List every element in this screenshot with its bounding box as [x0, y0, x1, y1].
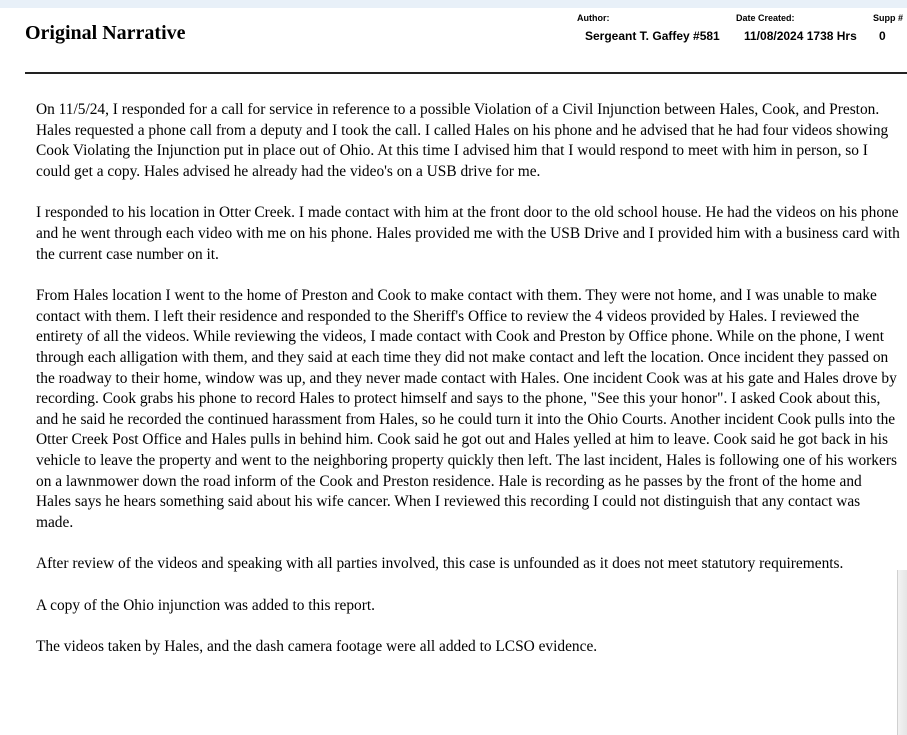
narrative-paragraph: I responded to his location in Otter Creek. I made contact with him at the front door to the old school house. He had the videos on his phone and he went through each video with me on his phone. Hales provided me with the USB Drive and I provided him with a business card with the current case number on it. — [36, 204, 900, 263]
narrative-body — [36, 100, 900, 679]
narrative-paragraph: After review of the videos and speaking with all parties involved, this case is unfounded as it does not meet statutory requirements. — [36, 555, 844, 573]
narrative-paragraph: On 11/5/24, I responded for a call for service in reference to a possible Violation of a Civil Injunction between Hales, Cook, and Preston. Hales requested a phone call from a deputy and I took the call. I called Hales on his phone and he advised that he had four videos showing Cook Violating the Injunction put in place out of Ohio. At this time I advised him that I would respond to meet with him in person, so I could get a copy. Hales advised he already had the video's on a USB drive for me. — [36, 101, 889, 180]
top-band — [0, 0, 907, 8]
author-label: Author: — [577, 13, 610, 23]
narrative-paragraph: A copy of the Ohio injunction was added to this report. — [36, 596, 375, 614]
author-value: Sergeant T. Gaffey #581 — [585, 29, 720, 43]
date-created-value: 11/08/2024 1738 Hrs — [744, 29, 857, 43]
supp-value: 0 — [879, 29, 886, 43]
header-divider — [25, 72, 907, 74]
supp-label: Supp # — [873, 13, 904, 23]
date-created-label: Date Created: — [736, 13, 795, 23]
narrative-paragraph: The videos taken by Hales, and the dash camera footage were all added to LCSO evidence. — [36, 638, 598, 656]
section-title: Original Narrative — [25, 22, 186, 44]
scrollbar-edge[interactable] — [897, 570, 907, 735]
narrative-paragraph: From Hales location I went to the home of Preston and Cook to make contact with them. They were not home, and I was unable to make contact with them. I left their residence and responded to the Sheriff's Office to review the 4 videos provided by Hales. I reviewed the entirety of all the videos. While reviewing the videos, I made contact with Cook and Preston by Office phone. While on the phone, I went through each alligation with them, and they said at each time they did not make contact and left the location. Once incident they passed on the roadway to their home, window was up, and they never made contact with Hales. One incident Cook was at his gate and Hales drove by recording. Cook grabs his phone to record Hales to protect himself and says to the phone, "See this your honor". I asked Cook about this, and he said he recorded the continued harassment from Hales, so he could turn it into the Ohio Courts. Another incident Cook pulls into the Otter Creek Post Office and Hales pulls in behind him. Cook said he got out and Hales yelled at him to leave. Cook said he got back in his vehicle to leave the property and went to the neighboring property quickly then left. The last incident, Hales is following one of his workers on a lawnmower down the road inform of the Cook and Preston residence. Hale is recording as he passes by the front of the home and Hales says he hears something said about his wife cancer. When I reviewed this recording I could not distinguish that any contact was made. — [36, 287, 897, 531]
